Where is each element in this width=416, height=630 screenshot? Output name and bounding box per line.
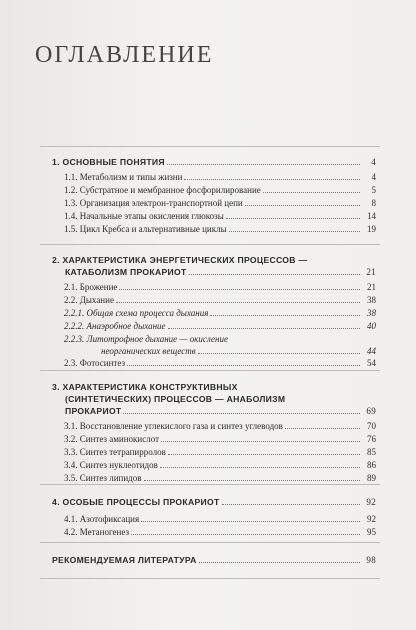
toc-rule (40, 244, 380, 245)
toc-entry-page: 5 (371, 185, 376, 195)
toc-rule (40, 484, 380, 485)
toc-chapter-2-line: 2. ХАРАКТЕРИСТИКА ЭНЕРГЕТИЧЕСКИХ ПРОЦЕССОВ — (52, 255, 308, 265)
toc-entry-title: 2.1. Брожение (64, 282, 118, 292)
toc-entry-4-2[interactable] (64, 526, 376, 538)
toc-rule (40, 578, 380, 579)
toc-entry-page: 95 (367, 527, 376, 537)
toc-entry-2-2[interactable] (64, 294, 376, 306)
dot-leader (161, 433, 360, 442)
toc-entry-title: 4.1. Азотофиксация (64, 514, 140, 524)
toc-entry-page: 19 (367, 224, 376, 234)
toc-entry-page: 92 (366, 497, 376, 507)
toc-entry-page: 38 (367, 308, 376, 318)
toc-entry-2-1[interactable] (64, 281, 376, 293)
toc-entry-title: 1.2. Субстратное и мембранное фосфорилирование (64, 185, 261, 195)
dot-leader (119, 281, 360, 290)
page-title: ОГЛАВЛЕНИЕ (35, 42, 214, 68)
toc-entry-page: 85 (367, 447, 376, 457)
toc-entry-title: 2.2. Дыхание (64, 295, 114, 305)
toc-entry-2-2-2[interactable] (64, 320, 376, 332)
dot-leader (245, 197, 360, 206)
toc-entry-page: 14 (367, 211, 376, 221)
dot-leader (263, 184, 360, 193)
dot-leader (123, 405, 360, 414)
toc-entry-page: 76 (367, 434, 376, 444)
toc-entry-page: 70 (367, 421, 376, 431)
toc-entry-1-5[interactable] (64, 223, 376, 235)
toc-entry-page: 38 (367, 295, 376, 305)
dot-leader (167, 156, 360, 165)
toc-entry-chapter-3[interactable] (65, 405, 376, 417)
toc-entry-title: 3.3. Синтез тетрапирролов (64, 447, 166, 457)
toc-entry-chapter-1[interactable] (52, 156, 376, 168)
toc-chapter-3-line: 3. ХАРАКТЕРИСТИКА КОНСТРУКТИВНЫХ (52, 382, 238, 392)
toc-entry-title: неорганических веществ (101, 346, 196, 356)
dot-leader (131, 526, 360, 535)
toc-entry-page: 92 (367, 514, 376, 524)
toc-entry-title: 1.5. Цикл Кребса и альтернативные циклы (64, 224, 227, 234)
toc-entry-2-3[interactable] (64, 357, 376, 369)
toc-entry-1-3[interactable] (64, 197, 376, 209)
dot-leader (160, 459, 360, 468)
toc-entry-1-1[interactable] (64, 171, 376, 183)
dot-leader (198, 345, 360, 354)
toc-entry-title: 1.4. Начальные этапы окисления глюкозы (64, 211, 224, 221)
toc-entry-page: 40 (367, 321, 376, 331)
toc-entry-2-2-3-line: 2.2.3. Литотрофное дыхание — окисление (64, 334, 228, 344)
dot-leader (127, 357, 360, 366)
toc-entry-2-2-3[interactable] (101, 345, 376, 357)
dot-leader (184, 171, 360, 180)
toc-entry-literature[interactable] (52, 554, 376, 566)
toc-entry-page: 98 (366, 555, 376, 565)
toc-entry-2-2-1[interactable] (64, 307, 376, 319)
toc-entry-title: 1.1. Метаболизм и типы жизни (64, 172, 183, 182)
dot-leader (189, 266, 361, 275)
toc-entry-3-5[interactable] (64, 472, 376, 484)
toc-entry-chapter-2[interactable] (65, 266, 376, 278)
toc-rule (40, 370, 380, 371)
toc-entry-page: 44 (367, 346, 376, 356)
toc-entry-title: 3.1. Восстановление углекислого газа и синтез углеводов (64, 421, 283, 431)
toc-entry-title: 4.2. Метаногенез (64, 527, 130, 537)
dot-leader (285, 420, 360, 429)
toc-entry-title: 2.2.2. Анаэробное дыхание (64, 321, 166, 331)
toc-entry-3-4[interactable] (64, 459, 376, 471)
toc-entry-title: КАТАБОЛИЗМ ПРОКАРИОТ (65, 267, 187, 277)
toc-entry-1-4[interactable] (64, 210, 376, 222)
toc-rule (40, 542, 380, 543)
toc-entry-title: 2.3. Фотосинтез (64, 358, 126, 368)
dot-leader (116, 294, 360, 303)
dot-leader (222, 496, 360, 505)
toc-entry-title: РЕКОМЕНДУЕМАЯ ЛИТЕРАТУРА (52, 555, 197, 565)
toc-entry-page: 69 (366, 406, 376, 416)
toc-entry-page: 21 (366, 267, 376, 277)
dot-leader (168, 320, 360, 329)
toc-entry-title: ПРОКАРИОТ (65, 406, 122, 416)
toc-entry-title: 1.3. Организация электрон-транспортной цепи (64, 198, 243, 208)
dot-leader (144, 472, 361, 481)
dot-leader (141, 513, 360, 522)
toc-entry-title: 1. ОСНОВНЫЕ ПОНЯТИЯ (52, 157, 165, 167)
toc-entry-title: 3.2. Синтез аминокислот (64, 434, 160, 444)
toc-entry-page: 4 (371, 172, 376, 182)
dot-leader (210, 307, 360, 316)
toc-entry-3-2[interactable] (64, 433, 376, 445)
toc-entry-title: 3.4. Синтез нуклеотидов (64, 460, 158, 470)
toc-entry-page: 4 (371, 157, 376, 167)
toc-entry-title: 3.5. Синтез липидов (64, 473, 142, 483)
toc-entry-page: 86 (367, 460, 376, 470)
toc-entry-page: 89 (367, 473, 376, 483)
toc-chapter-3-line: (СИНТЕТИЧЕСКИХ) ПРОЦЕССОВ — АНАБОЛИЗМ (65, 394, 286, 404)
toc-entry-4-1[interactable] (64, 513, 376, 525)
toc-rule (40, 146, 380, 147)
toc-entry-3-3[interactable] (64, 446, 376, 458)
dot-leader (229, 223, 360, 232)
toc-entry-page: 54 (367, 358, 376, 368)
toc-entry-title: 2.2.1. Общая схема процесса дыхания (64, 308, 209, 318)
dot-leader (226, 210, 360, 219)
dot-leader (199, 554, 360, 563)
toc-entry-title: 4. ОСОБЫЕ ПРОЦЕССЫ ПРОКАРИОТ (52, 497, 220, 507)
toc-entry-page: 21 (367, 282, 376, 292)
toc-entry-chapter-4[interactable] (52, 496, 376, 508)
toc-entry-3-1[interactable] (64, 420, 376, 432)
toc-entry-1-2[interactable] (64, 184, 376, 196)
dot-leader (168, 446, 360, 455)
toc-entry-page: 8 (371, 198, 376, 208)
